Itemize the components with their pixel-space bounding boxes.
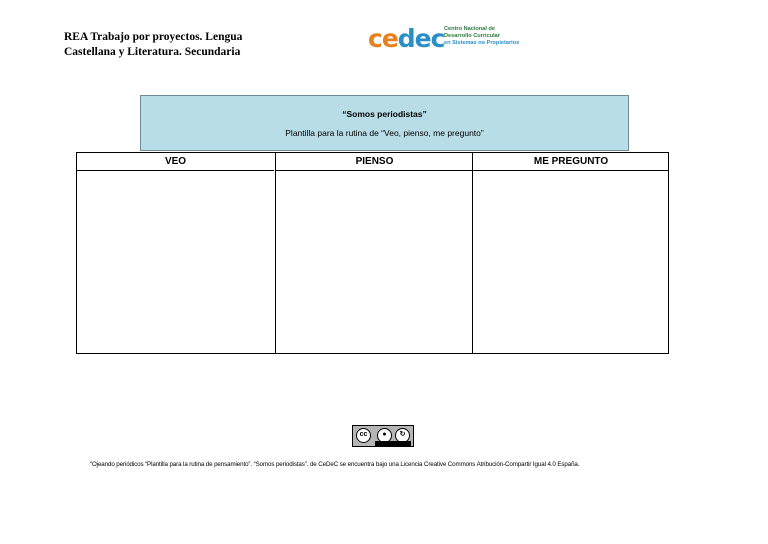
cc-icon: cc: [356, 428, 371, 443]
banner-title: “Somos periodistas”: [342, 109, 427, 119]
cc-by-sa-badge-icon[interactable]: [352, 425, 414, 447]
cedec-logo-subtitle: [444, 26, 519, 47]
column-pienso: [275, 153, 473, 353]
cedec-logo: [368, 22, 528, 58]
badge-label-strip: [375, 441, 411, 446]
column-me-pregunto: [472, 153, 669, 353]
banner-subtitle: Plantilla para la rutina de “Veo, pienso, me pregunto”: [285, 128, 484, 138]
logo-sub-line-2: Desarrollo Curricular: [444, 33, 500, 39]
license-footer: “Ojeando periódicos “Plantilla para la rutina de pensamiento”. “Somos periodistas”. de CeDeC se encuentra bajo una Licencia Creative Commons Atribución-Compartir Igual 4.0 España.: [90, 461, 580, 468]
logo-word-part-1: ce: [368, 24, 398, 53]
column-header-me-pregunto: ME PREGUNTO: [473, 153, 669, 171]
thinking-routine-table: [76, 152, 669, 354]
logo-sub-line-1: Centro Nacional de: [444, 26, 495, 32]
cell-veo[interactable]: [77, 171, 274, 353]
logo-sub-line-3: en Sistemas no Propietarios: [444, 40, 520, 46]
header-line-1: REA Trabajo por proyectos. Lengua: [64, 31, 243, 43]
cedec-logo-wordmark: [368, 24, 444, 54]
column-header-pienso: PIENSO: [276, 153, 473, 171]
share-alike-icon: ↻: [395, 428, 410, 443]
column-veo: [77, 153, 274, 353]
by-person-icon: ●: [377, 428, 392, 443]
title-banner: [140, 95, 629, 151]
header-line-2: Castellana y Literatura. Secundaria: [64, 46, 241, 58]
cell-me-pregunto[interactable]: [473, 171, 669, 353]
logo-word-part-2: dec: [397, 24, 445, 53]
cell-pienso[interactable]: [276, 171, 473, 353]
column-header-veo: VEO: [77, 153, 274, 171]
document-header: [64, 30, 284, 60]
